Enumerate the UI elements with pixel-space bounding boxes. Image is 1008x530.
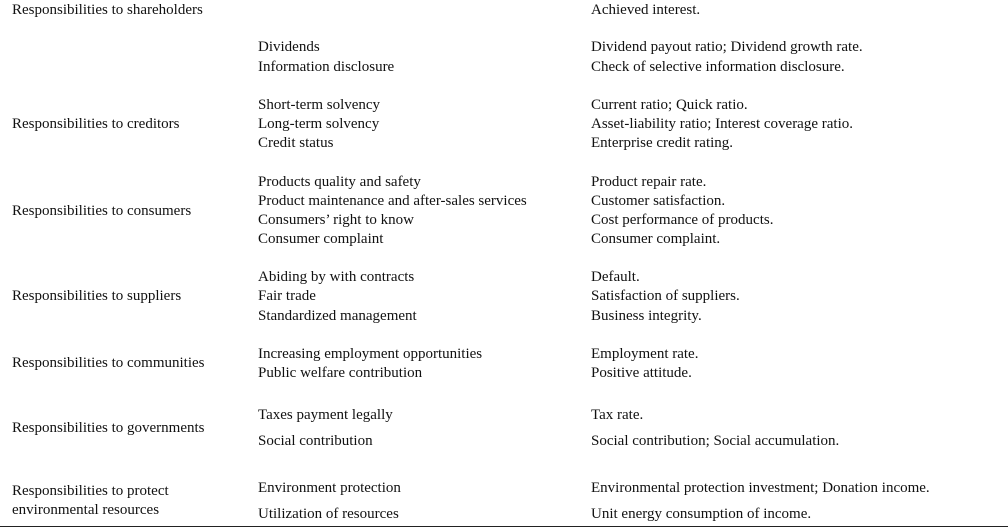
- category-cell: Responsibilities to shareholders: [12, 2, 203, 18]
- aspect-cell: Taxes payment legally: [258, 407, 393, 423]
- indicator-cell: Consumer complaint.: [591, 231, 721, 247]
- aspect-cell: Product maintenance and after-sales services: [258, 193, 527, 209]
- aspect-cell: Information disclosure: [258, 59, 395, 75]
- indicator-cell: Employment rate.: [591, 346, 699, 362]
- category-cell: Responsibilities to consumers: [12, 203, 192, 219]
- aspect-cell: Consumer complaint: [258, 231, 384, 247]
- aspect-cell: Short-term solvency: [258, 97, 381, 113]
- aspect-cell: Public welfare contribution: [258, 365, 423, 381]
- indicator-cell: Asset-liability ratio; Interest coverage ratio.: [591, 116, 853, 132]
- indicator-cell: Cost performance of products.: [591, 212, 774, 228]
- aspect-cell: Long-term solvency: [258, 116, 380, 132]
- category-cell-line: Responsibilities to protect: [12, 483, 169, 499]
- aspect-cell: Products quality and safety: [258, 174, 421, 190]
- category-cell: Responsibilities to suppliers: [12, 288, 182, 304]
- category-cell: Responsibilities to creditors: [12, 116, 180, 132]
- aspect-cell: Abiding by with contracts: [258, 269, 415, 285]
- indicator-cell: Positive attitude.: [591, 365, 692, 381]
- indicator-cell: Check of selective information disclosure.: [591, 59, 845, 75]
- indicator-cell: Satisfaction of suppliers.: [591, 288, 740, 304]
- aspect-cell: Dividends: [258, 39, 320, 55]
- aspect-cell: Consumers’ right to know: [258, 212, 414, 228]
- aspect-cell: Standardized management: [258, 308, 417, 324]
- indicator-cell: Achieved interest.: [591, 2, 701, 18]
- aspect-cell: Social contribution: [258, 433, 373, 449]
- indicator-cell: Product repair rate.: [591, 174, 707, 190]
- indicator-cell: Dividend payout ratio; Dividend growth rate.: [591, 39, 863, 55]
- indicator-cell: Current ratio; Quick ratio.: [591, 97, 748, 113]
- aspect-cell: Increasing employment opportunities: [258, 346, 483, 362]
- table-bottom-rule: [0, 526, 1008, 527]
- indicator-cell: Default.: [591, 269, 640, 285]
- aspect-cell: Fair trade: [258, 288, 316, 304]
- indicator-cell: Environmental protection investment; Donation income.: [591, 480, 930, 496]
- indicator-cell: Unit energy consumption of income.: [591, 506, 812, 522]
- indicator-cell: Enterprise credit rating.: [591, 135, 734, 151]
- category-cell: Responsibilities to governments: [12, 420, 205, 436]
- indicator-cell: Customer satisfaction.: [591, 193, 726, 209]
- indicator-cell: Tax rate.: [591, 407, 644, 423]
- aspect-cell: Environment protection: [258, 480, 401, 496]
- category-cell-line: environmental resources: [12, 502, 160, 518]
- aspect-cell: Utilization of resources: [258, 506, 399, 522]
- indicator-cell: Business integrity.: [591, 308, 702, 324]
- category-cell: Responsibilities to communities: [12, 355, 205, 371]
- indicator-cell: Social contribution; Social accumulation.: [591, 433, 840, 449]
- aspect-cell: Credit status: [258, 135, 334, 151]
